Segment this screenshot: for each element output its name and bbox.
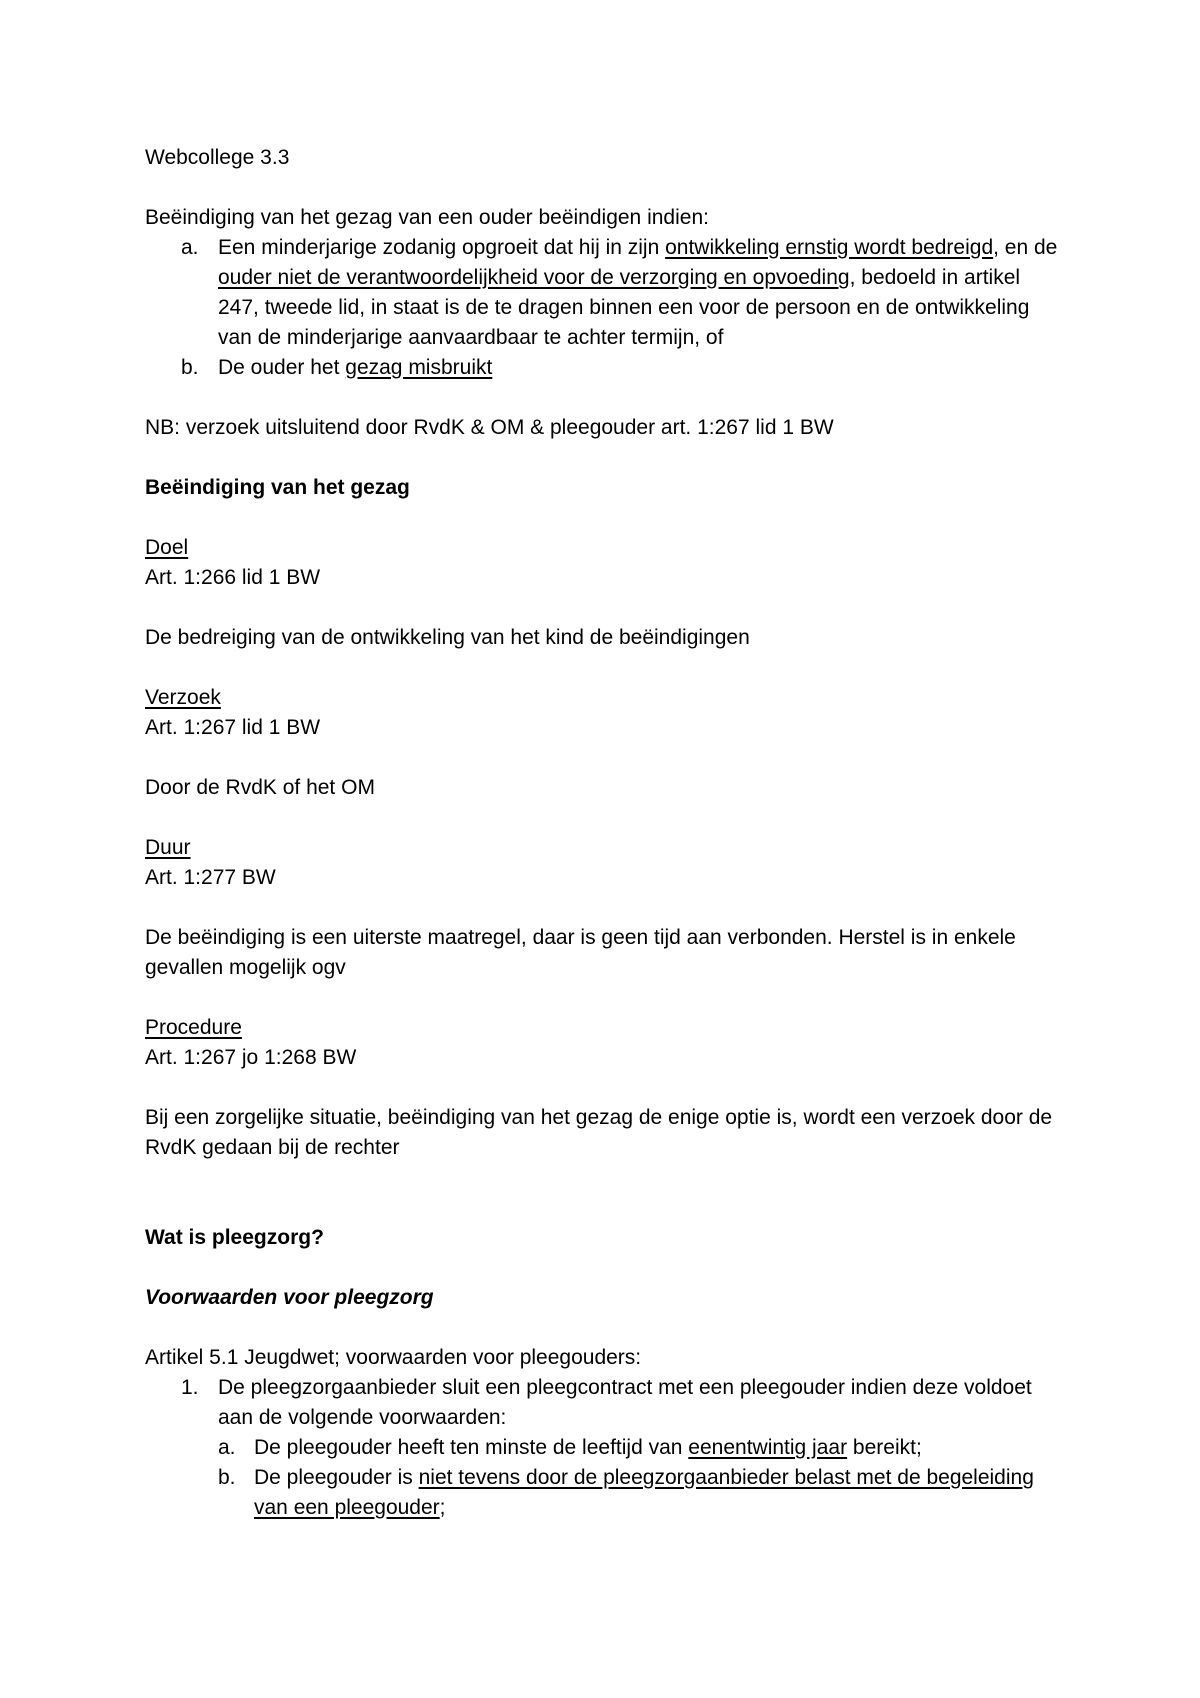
list-marker: a. <box>218 1436 236 1459</box>
list-item: 1. De pleegzorgaanbieder sluit een pleegcontract met een pleegouder indien deze voldoet aan de volgende voorwaarden: a. De pleegouder heeft ten minste de leeftijd van eenentwintig jaar bereikt; b. De pleegouder is niet tevens door de pleegzorgaanbieder belast met de begeleiding van een pleegouder; <box>145 1373 1065 1523</box>
underlined-text: niet tevens door de pleegzorgaanbieder belast met de begeleiding van een pleegouder <box>254 1466 1034 1519</box>
section-label: Doel <box>145 536 189 559</box>
list-item: b. De pleegouder is niet tevens door de pleegzorgaanbieder belast met de begeleiding van een pleegouder; <box>218 1463 1065 1523</box>
pleegzorg-subtitle: Voorwaarden voor pleegzorg <box>145 1286 434 1309</box>
list-item: b. De ouder het gezag misbruikt <box>145 353 1065 383</box>
article-intro: Artikel 5.1 Jeugdwet; voorwaarden voor pleegouders: <box>145 1346 642 1369</box>
section-label: Procedure <box>145 1016 242 1039</box>
pleegzorg-list <box>145 1373 1065 1523</box>
underlined-text: gezag misbruikt <box>345 356 493 379</box>
list-marker: b. <box>218 1466 236 1489</box>
underlined-text: ontwikkeling ernstig wordt bedreigd <box>665 236 994 259</box>
section-article: Art. 1:277 BW <box>145 866 276 889</box>
list-marker: 1. <box>181 1376 199 1399</box>
pleegzorg-sublist <box>218 1433 1065 1523</box>
list-marker: b. <box>181 356 199 379</box>
document-title: Webcollege 3.3 <box>145 146 290 169</box>
section-text: Door de RvdK of het OM <box>145 776 375 799</box>
intro-heading: Beëindiging van het gezag van een ouder beëindigen indien: <box>145 206 709 229</box>
section-label: Verzoek <box>145 686 221 709</box>
section-article: Art. 1:267 jo 1:268 BW <box>145 1046 357 1069</box>
list-marker: a. <box>181 236 199 259</box>
section-text: Bij een zorgelijke situatie, beëindiging van het gezag de enige optie is, wordt een verzoek door de RvdK gedaan bij de rechter <box>145 1106 1053 1159</box>
section-text: De beëindiging is een uiterste maatregel, daar is geen tijd aan verbonden. Herstel is in enkele gevallen mogelijk ogv <box>145 926 1016 979</box>
document-body <box>145 143 1065 1523</box>
section-label: Duur <box>145 836 191 859</box>
underlined-text: ouder niet de verantwoordelijkheid voor de verzorging en opvoeding <box>218 266 850 289</box>
intro-list <box>145 233 1065 383</box>
nb-note: NB: verzoek uitsluitend door RvdK & OM & pleegouder art. 1:267 lid 1 BW <box>145 416 834 439</box>
list-item: a. De pleegouder heeft ten minste de leeftijd van eenentwintig jaar bereikt; <box>218 1433 1065 1463</box>
section-article: Art. 1:266 lid 1 BW <box>145 566 321 589</box>
section-title: Beëindiging van het gezag <box>145 476 410 499</box>
section-text: De bedreiging van de ontwikkeling van het kind de beëindigingen <box>145 626 750 649</box>
list-item: a. Een minderjarige zodanig opgroeit dat hij in zijn ontwikkeling ernstig wordt bedreigd, en de ouder niet de verantwoordelijkheid voor de verzorging en opvoeding, bedoeld in artikel 247, tweede lid, in staat is de te dragen binnen een voor de persoon en de ontwikkeling van de minderjarige aanvaardbaar te achter termijn, of <box>145 233 1065 353</box>
pleegzorg-question: Wat is pleegzorg? <box>145 1226 324 1249</box>
underlined-text: eenentwintig jaar <box>688 1436 848 1459</box>
section-article: Art. 1:267 lid 1 BW <box>145 716 321 739</box>
